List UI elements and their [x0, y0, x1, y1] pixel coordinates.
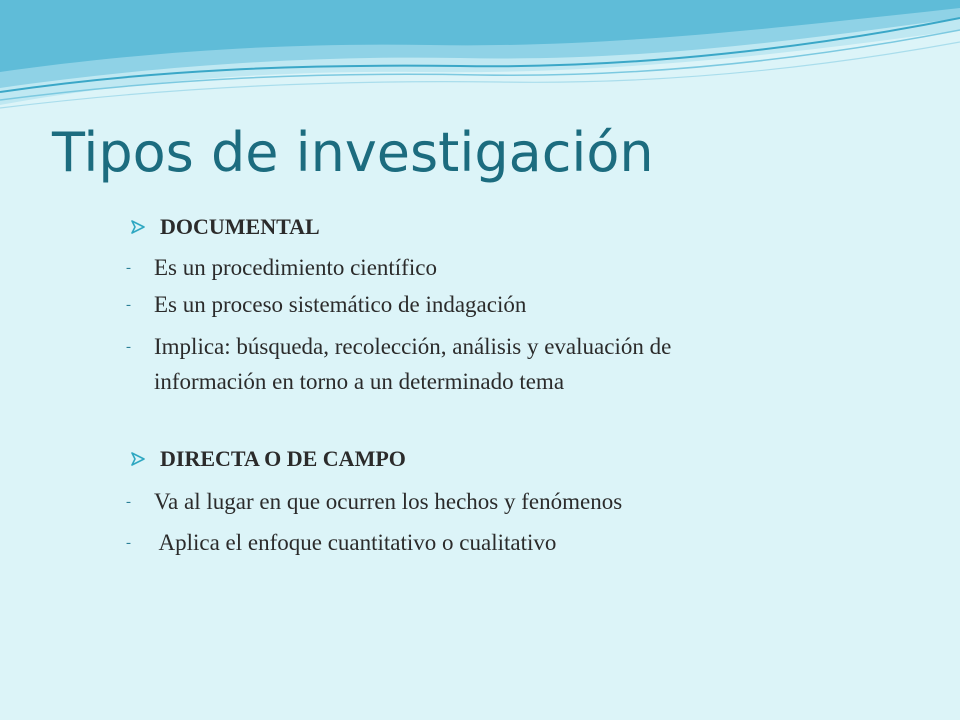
list-item-text: Es un procedimiento científico — [154, 255, 437, 280]
dash-bullet: - — [126, 535, 131, 551]
list-item-text: Aplica el enfoque cuantitativo o cualitativo — [154, 530, 557, 555]
arrow-bullet-icon — [131, 220, 145, 234]
list-item-text: Va al lugar en que ocurren los hechos y fenómenos — [154, 489, 623, 514]
slide-title: Tipos de investigación — [52, 121, 654, 184]
section-heading-label: DIRECTA O DE CAMPO — [160, 446, 406, 471]
list-item-continuation — [154, 367, 564, 397]
dash-bullet: - — [126, 297, 131, 313]
dash-bullet: - — [126, 494, 131, 510]
section-heading-label: DOCUMENTAL — [160, 214, 320, 239]
dash-bullet: - — [126, 260, 131, 276]
dash-bullet: - — [126, 339, 131, 355]
list-item-text: Implica: búsqueda, recolección, análisis y evaluación de — [154, 334, 672, 359]
arrow-bullet-icon — [131, 452, 145, 466]
list-item-text: información en torno a un determinado tema — [154, 369, 565, 394]
list-item-text: Es un proceso sistemático de indagación — [154, 292, 527, 317]
